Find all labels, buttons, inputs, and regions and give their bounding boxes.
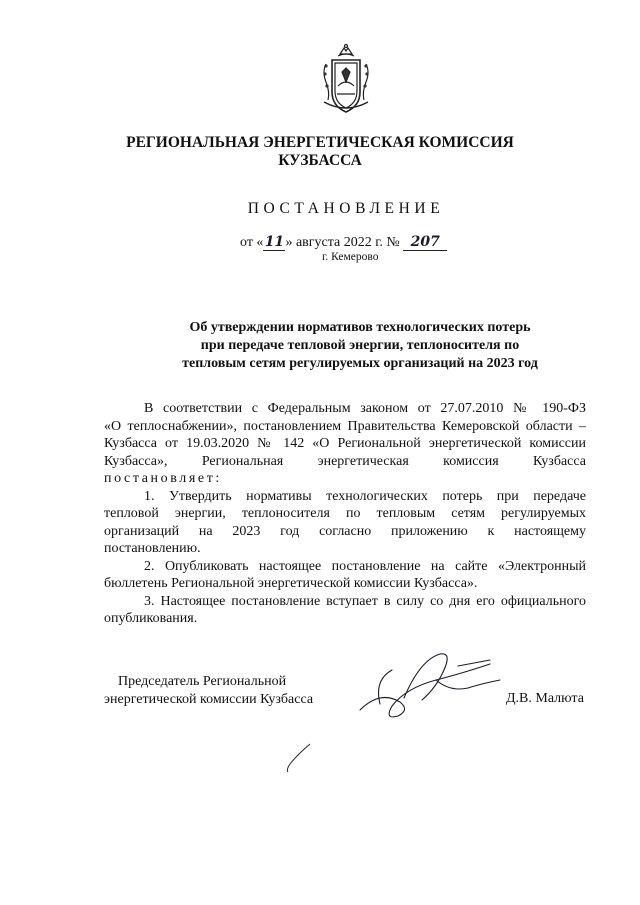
- signatory-name: Д.В. Малюта: [506, 691, 584, 706]
- handwritten-document-number: 207: [403, 234, 447, 251]
- document-type-title: ПОСТАНОВЛЕНИЕ: [247, 200, 445, 217]
- organization-name-line1: РЕГИОНАЛЬНАЯ ЭНЕРГЕТИЧЕСКАЯ КОМИССИЯ: [126, 134, 514, 151]
- body-line: Кузбасса от 19.03.2020 № 142 «О Региональной энергетической комиссии: [104, 436, 586, 451]
- body-line: 3. Настоящее постановление вступает в силу со дня его официального: [144, 594, 586, 609]
- body-line: организаций на 2023 год согласно приложению к настоящему: [104, 524, 586, 539]
- organization-name-line2: КУЗБАССА: [278, 152, 362, 169]
- body-line: В соответствии с Федеральным законом от 27.07.2010 № 190-ФЗ: [144, 401, 586, 416]
- body-line: постановляет:: [104, 471, 222, 486]
- body-line: 1. Утвердить нормативы технологических потерь при передаче: [144, 489, 586, 504]
- date-prefix: от «: [240, 235, 264, 250]
- handwritten-signature: [340, 640, 510, 730]
- kuzbass-coat-of-arms-icon: [318, 42, 374, 116]
- subject-line: при передаче тепловой энергии, теплоносителя по: [200, 338, 520, 353]
- body-line: Кузбасса», Региональная энергетическая комиссия Кузбасса: [104, 454, 586, 469]
- body-line: 2. Опубликовать настоящее постановление на сайте «Электронный: [144, 559, 586, 574]
- body-line: опубликования.: [104, 611, 198, 626]
- signatory-position-line2: энергетической комиссии Кузбасса: [104, 692, 314, 707]
- body-line: «О теплоснабжении», постановлением Правительства Кемеровской области –: [104, 419, 586, 434]
- city-label: г. Кемерово: [322, 251, 379, 263]
- date-month-year: » августа 2022 г. №: [285, 235, 400, 250]
- body-line: бюллетень Региональной энергетической комиссии Кузбасса».: [104, 576, 478, 591]
- signatory-position-line1: Председатель Региональной: [118, 674, 287, 689]
- body-line: тепловой энергии, теплоносителя по тепловым сетям регулируемых: [104, 506, 586, 521]
- handwritten-day: 11: [264, 234, 285, 250]
- subject-line: тепловым сетям регулируемых организаций на 2023 год: [182, 356, 538, 371]
- handwritten-mark: [280, 740, 316, 774]
- document-date-line: [240, 234, 447, 251]
- subject-line: Об утверждении нормативов технологических потерь: [189, 320, 531, 335]
- body-line: постановлению.: [104, 541, 201, 556]
